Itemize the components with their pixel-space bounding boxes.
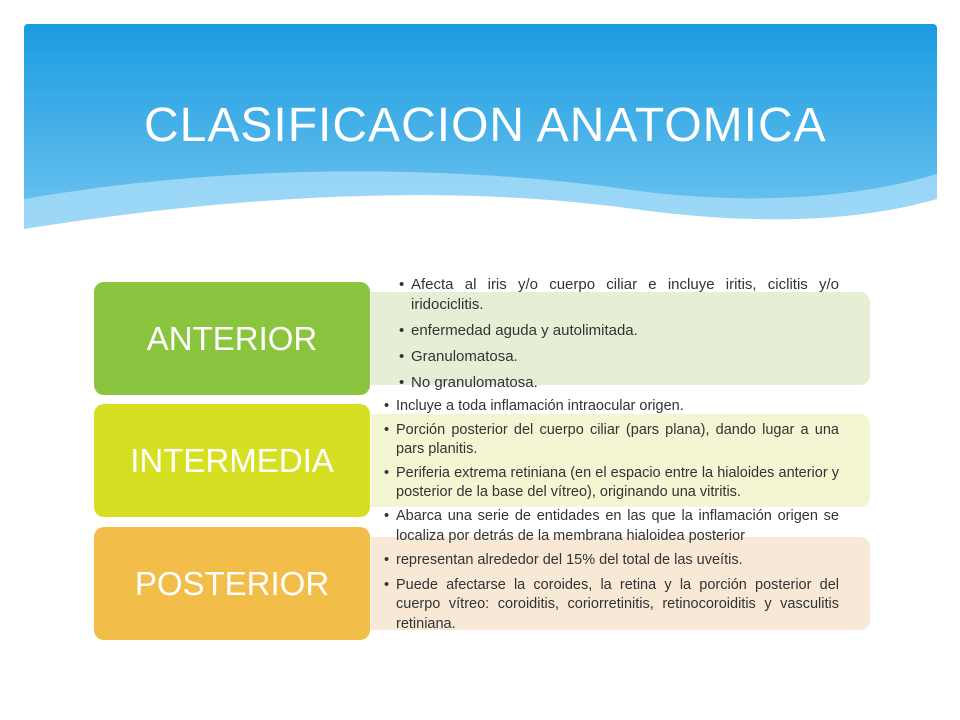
header-banner: [24, 24, 937, 256]
bullet-list-anterior: [399, 275, 839, 399]
label-box-posterior: POSTERIOR: [94, 527, 370, 640]
list-item: • enfermedad aguda y autolimitada.: [399, 321, 839, 341]
label-box-intermedia: INTERMEDIA: [94, 404, 370, 517]
bullet-list-posterior: [384, 507, 839, 639]
slide-title: CLASIFICACION ANATOMICA: [144, 99, 827, 152]
list-item: • Puede afectarse la coroides, la retina y la porción posterior del cuerpo vítreo: coroiditis, coriorretinitis, retinocoroiditis y vasculitis retiniana.: [384, 576, 839, 635]
list-item: • No granulomatosa.: [399, 373, 839, 393]
list-item: • Periferia extrema retiniana (en el espacio entre la hialoides anterior y posterior de la base del vítreo), originando una vitritis.: [384, 464, 839, 502]
bullet-list-intermedia: [384, 397, 839, 507]
label-box-anterior: ANTERIOR: [94, 282, 370, 395]
list-item: • Porción posterior del cuerpo ciliar (pars plana), dando lugar a una pars planitis.: [384, 421, 839, 459]
list-item: • Abarca una serie de entidades en las que la inflamación origen se localiza por detrás de la membrana hialoidea posterior: [384, 507, 839, 546]
list-item: • Granulomatosa.: [399, 347, 839, 367]
list-item: • Incluye a toda inflamación intraocular origen.: [384, 397, 839, 416]
list-item: • Afecta al iris y/o cuerpo ciliar e incluye iritis, ciclitis y/o iridociclitis.: [399, 275, 839, 315]
list-item: • representan alrededor del 15% del total de las uveítis.: [384, 551, 839, 571]
